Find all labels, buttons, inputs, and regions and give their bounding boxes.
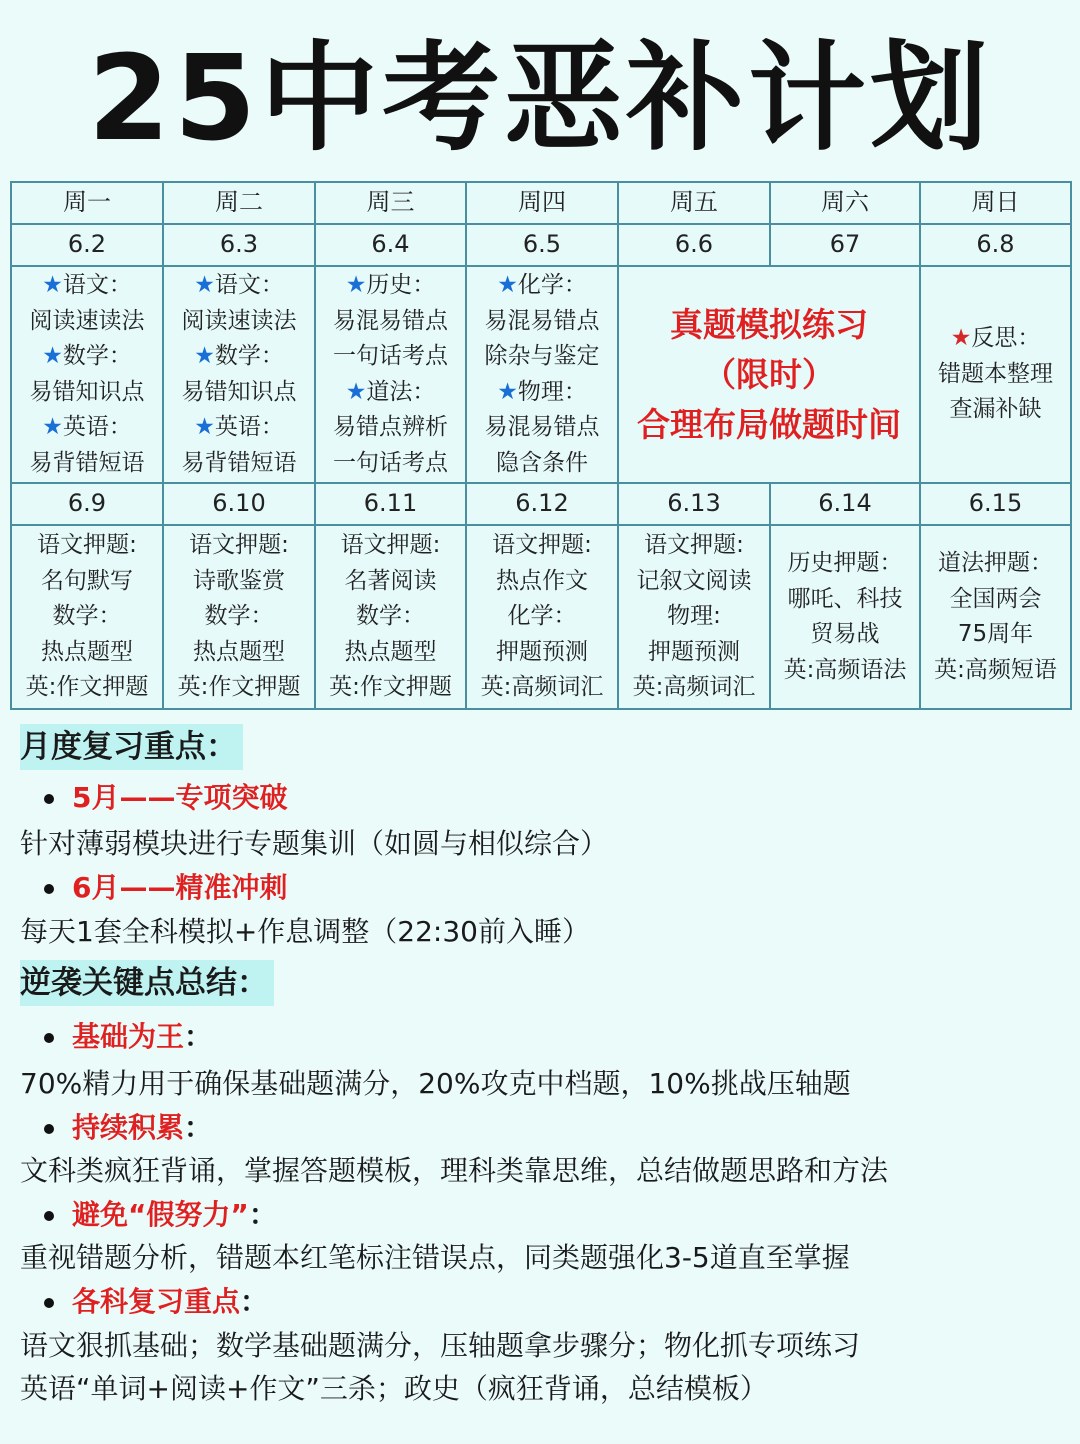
date-cell: 6.6	[618, 224, 770, 266]
star-icon: ★	[194, 343, 215, 369]
date-row-week1	[11, 224, 1071, 266]
cell-text: 语文押题:	[492, 532, 592, 559]
plan-row-week1	[11, 266, 1071, 483]
date-cell: 6.8	[920, 224, 1071, 266]
cell-text: 英:高频词汇	[632, 674, 756, 701]
subject-label: 英语：	[62, 414, 132, 440]
cell-text: 热点题型	[193, 638, 285, 665]
topic-text: 一句话考点	[333, 343, 448, 369]
bullet-icon	[44, 1033, 54, 1043]
cell-text: 全国两会	[949, 585, 1042, 612]
cell-text: 热点题型	[41, 638, 133, 665]
monthly-text-may: 针对薄弱模块进行专题集训（如圆与相似综合）	[20, 827, 609, 860]
schedule-table	[10, 181, 1072, 710]
cell-text: 数学：	[52, 603, 122, 630]
summary-text: 重视错题分析，错题本红笔标注错误点，同类题强化3-5道直至掌握	[20, 1241, 850, 1274]
summary-item	[44, 1282, 268, 1322]
bullet-label: 避免“假努力”	[72, 1198, 249, 1231]
star-icon: ★	[497, 378, 518, 405]
date-cell: 6.11	[315, 483, 466, 525]
bullet-icon	[44, 1124, 54, 1134]
topic-text: 易混易错点	[484, 414, 600, 440]
plan-cell-fri-sat	[618, 266, 920, 483]
plan-cell-wed	[315, 266, 466, 483]
topic-text: 易错点辨析	[333, 414, 448, 440]
cell-text: 热点题型	[344, 638, 437, 665]
star-icon: ★	[345, 378, 367, 405]
star-icon: ★	[42, 272, 63, 298]
star-icon: ★	[194, 414, 215, 440]
plan-cell	[163, 525, 315, 709]
summary-item	[44, 1017, 212, 1057]
cell-text: 押题预测	[496, 638, 588, 665]
topic-text: 易错知识点	[181, 378, 297, 405]
bullet-colon: ：	[240, 1285, 269, 1318]
monthly-item-june	[44, 868, 287, 908]
date-cell: 6.3	[163, 224, 315, 266]
cell-text: 英:高频词汇	[480, 674, 604, 701]
star-icon: ★	[345, 272, 367, 298]
mock-exam-text: 真题模拟练习	[670, 304, 868, 344]
topic-text: 易背错短语	[181, 449, 297, 476]
subject-label: 语文：	[214, 272, 284, 298]
time-limit-text: （限时）	[703, 354, 835, 394]
subject-label: 物理：	[517, 378, 587, 405]
topic-text: 查漏补缺	[949, 396, 1042, 423]
cell-text: 英:高频语法	[783, 656, 907, 683]
cell-text: 热点作文	[496, 567, 588, 594]
plan-cell	[466, 525, 618, 709]
subject-label: 道法：	[366, 378, 436, 405]
star-icon: ★	[950, 325, 972, 352]
date-cell: 6.9	[11, 483, 163, 525]
summary-item	[44, 1108, 212, 1148]
cell-text: 历史押题：	[787, 550, 903, 576]
cell-text: 英:作文押题	[177, 674, 301, 701]
cell-text: 化学：	[507, 603, 577, 630]
weekday-cell: 周四	[466, 182, 618, 224]
star-icon: ★	[42, 343, 63, 369]
topic-text: 易背错短语	[29, 449, 145, 476]
cell-text: 诗歌鉴赏	[193, 567, 285, 594]
plan-cell-mon	[11, 266, 163, 483]
bullet-colon: ：	[184, 1020, 213, 1053]
cell-text: 数学：	[204, 603, 274, 630]
plan-row-week2	[11, 525, 1071, 709]
topic-text: 易混易错点	[333, 307, 448, 334]
cell-text: 语文押题:	[644, 532, 744, 559]
plan-cell	[920, 525, 1071, 709]
topic-text: 易错知识点	[29, 378, 145, 405]
topic-text: 错题本整理	[938, 360, 1053, 387]
topic-text: 阅读速读法	[29, 307, 145, 334]
weekday-cell: 周日	[920, 182, 1071, 224]
monthly-item-may	[44, 778, 287, 818]
bullet-icon	[44, 1211, 54, 1221]
cell-text: 英:高频短语	[934, 656, 1057, 683]
cell-text: 哪吒、科技	[787, 585, 903, 612]
subject-label: 历史：	[366, 272, 436, 298]
plan-cell-tue	[163, 266, 315, 483]
cell-text: 数学：	[356, 603, 425, 630]
topic-text: 除杂与鉴定	[484, 343, 600, 369]
cell-text: 道法押题：	[938, 550, 1053, 576]
topic-text: 阅读速读法	[181, 307, 297, 334]
bullet-label: 6月——精准冲刺	[72, 871, 288, 904]
topic-text: 易混易错点	[484, 307, 600, 334]
star-icon: ★	[42, 414, 63, 440]
date-cell: 6.13	[618, 483, 770, 525]
date-cell: 6.12	[466, 483, 618, 525]
summary-section	[20, 960, 274, 1006]
plan-cell	[770, 525, 920, 709]
date-cell: 67	[770, 224, 920, 266]
cell-text: 贸易战	[810, 621, 880, 647]
monthly-heading: 月度复习重点：	[20, 724, 243, 770]
weekday-cell: 周三	[315, 182, 466, 224]
time-plan-text: 合理布局做题时间	[637, 404, 901, 444]
summary-item	[44, 1195, 277, 1235]
cell-text: 语文押题:	[189, 532, 289, 559]
summary-text-2: 英语“单词+阅读+作文”三杀；政史（疯狂背诵，总结模板）	[20, 1372, 768, 1405]
cell-text: 押题预测	[648, 638, 740, 665]
weekday-cell: 周二	[163, 182, 315, 224]
bullet-colon: ：	[184, 1111, 213, 1144]
date-cell: 6.4	[315, 224, 466, 266]
cell-text: 英:作文押题	[329, 674, 452, 701]
topic-text: 一句话考点	[333, 449, 448, 476]
cell-text: 语文押题:	[37, 532, 137, 559]
cell-text: 英:作文押题	[25, 674, 149, 701]
weekday-cell: 周一	[11, 182, 163, 224]
summary-text: 文科类疯狂背诵，掌握答题模板，理科类靠思维，总结做题思路和方法	[20, 1154, 889, 1187]
subject-label: 数学：	[62, 343, 132, 369]
cell-text: 名著阅读	[344, 567, 437, 594]
page-title: 25中考恶补计划	[87, 29, 993, 167]
weekday-row	[11, 182, 1071, 224]
cell-text: 记叙文阅读	[636, 567, 752, 594]
bullet-icon	[44, 1298, 54, 1308]
weekday-cell: 周五	[618, 182, 770, 224]
plan-cell	[11, 525, 163, 709]
summary-text: 70%精力用于确保基础题满分，20%攻克中档题，10%挑战压轴题	[20, 1067, 851, 1100]
date-row-week2	[11, 483, 1071, 525]
cell-text: 语文押题:	[340, 532, 441, 559]
date-cell: 6.2	[11, 224, 163, 266]
subject-label: 英语：	[214, 414, 284, 440]
date-cell: 6.15	[920, 483, 1071, 525]
summary-text: 语文狠抓基础；数学基础题满分，压轴题拿步骤分；物化抓专项练习	[20, 1329, 861, 1362]
bullet-label: 基础为王	[72, 1020, 185, 1053]
plan-cell	[618, 525, 770, 709]
monthly-section	[20, 724, 243, 770]
date-cell: 6.14	[770, 483, 920, 525]
bullet-colon: ：	[248, 1198, 277, 1231]
bullet-icon	[44, 884, 54, 894]
topic-text: 隐含条件	[496, 449, 588, 476]
star-icon: ★	[497, 272, 518, 298]
cell-text: 75周年	[957, 621, 1034, 647]
star-icon: ★	[194, 272, 215, 298]
plan-cell-sun	[920, 266, 1071, 483]
bullet-label: 各科复习重点	[72, 1285, 241, 1318]
date-cell: 6.10	[163, 483, 315, 525]
summary-heading: 逆袭关键点总结：	[20, 960, 274, 1006]
bullet-icon	[44, 794, 54, 804]
monthly-text-june: 每天1套全科模拟+作息调整（22:30前入睡）	[20, 915, 590, 948]
bullet-label: 持续积累	[72, 1111, 185, 1144]
subject-label: 数学：	[214, 343, 284, 369]
weekday-cell: 周六	[770, 182, 920, 224]
cell-text: 名句默写	[41, 567, 133, 594]
plan-cell	[315, 525, 466, 709]
subject-label: 反思：	[971, 325, 1041, 352]
bullet-label: 5月——专项突破	[72, 781, 288, 814]
subject-label: 语文：	[62, 272, 132, 298]
plan-cell-thu	[466, 266, 618, 483]
subject-label: 化学：	[517, 272, 587, 298]
cell-text: 物理:	[667, 603, 721, 630]
date-cell: 6.5	[466, 224, 618, 266]
